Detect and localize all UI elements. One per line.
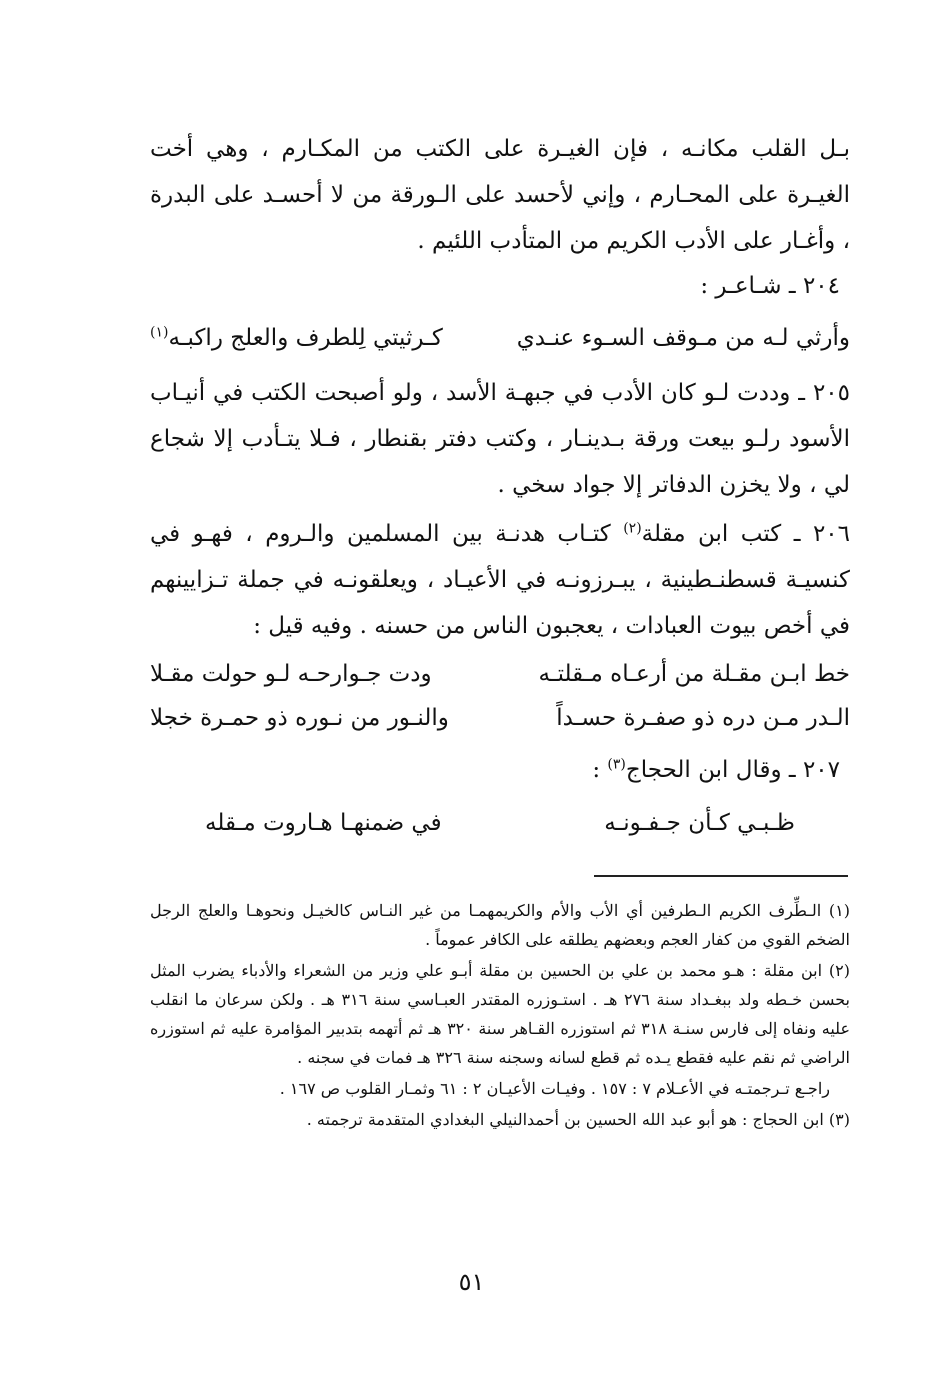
footnote-marker-2[interactable]: (٢) <box>623 520 642 537</box>
entry-207-heading <box>150 750 840 790</box>
entry-207-heading-text: ٢٠٧ ـ وقال ابن الحجاج <box>625 757 840 783</box>
entry-206-opening: ٢٠٦ ـ كتب ابن مقلة <box>641 521 850 547</box>
verse-204-first-half: وأرثي لـه من مـوقف السـوء عنـدي <box>516 325 850 351</box>
verse-204 <box>150 318 850 358</box>
paragraph-continuation: بـل القلب مكانـه ، فإن الغيـرة على الكتب من المكـارم ، وهي أخت الغيـرة على المحـارم ، وإني لأحسد على الـورقة من لا أحسـد على البدرة ، وأغـار على الأدب الكريم من المتأدب اللئيم . <box>150 136 850 254</box>
footnote-2-reference: راجـع تـرجمتـه في الأعـلام ٧ : ١٥٧ . وفيـات الأعيـان ٢ : ٦١ وثمـار القلوب ص ١٦٧ . <box>279 1079 830 1098</box>
verse-204-second-half: كـرثيتي لِلطرف والعلج راكبـه <box>168 325 443 351</box>
footnote-divider <box>594 875 848 877</box>
footnote-marker-3[interactable]: (٣) <box>607 756 626 773</box>
verse-206-line-2 <box>150 698 850 738</box>
verse-206-line-1 <box>150 654 850 694</box>
verse-207 <box>205 803 795 843</box>
entry-206-body: كتـاب هدنـة بين المسلمين والـروم ، فهـو في كنسيـة قسطنـطينية ، يبـرزونـه في الأعيـاد ، ويعلقونـه في جملة تـزايينهم في أخص بيوت العبادات ، يعجبون الناس من حسنه . وفيه قيل : <box>150 521 850 639</box>
page-number: ٥١ <box>458 1268 485 1296</box>
verse-206-line-1-first-half: خط ابـن مقـلة من أرعـاه مـقلتـه <box>538 661 850 687</box>
verse-206-line-1-second-half: ودت جـوارحـه لـو حولت مقـلا <box>150 661 432 687</box>
verse-206-line-2-second-half: والنـور من نـوره ذو حمـرة خجلا <box>150 705 449 731</box>
entry-204-heading: ٢٠٤ ـ شـاعـر : <box>700 273 840 299</box>
entry-207-heading-colon: : <box>592 757 608 783</box>
footnote-marker-1[interactable]: (١) <box>150 324 169 341</box>
footnote-2: (٢) ابن مقلة : هـو محمد بن علي بن الحسين بن مقلة أبـو علي وزير من الشعراء والأدباء يضرب المثل بحسن خـطه ولد ببغـداد سنة ٢٧٦ هـ . استـوزره المقتدر العبـاسي سنة ٣١٦ هـ . ولكن سرعان ما انقلب عليه ونفاه إلى فارس سنـة ٣١٨ ثم استوزره القـاهر سنة ٣٢٠ هـ ثم أتهمه بتدبير المؤامرة عليه ثم استوزره الراضي ثم نقم عليه فقطع يـده ثم قطع لسانه وسجنه سنة ٣٢٦ هـ فمات في سجنه . <box>150 961 851 1067</box>
footnotes-section <box>150 896 850 1136</box>
verse-206-line-2-first-half: الـدر مـن دره ذو صفـرة حسـداً <box>556 705 850 731</box>
verse-204-second-half-wrap <box>150 318 443 358</box>
entry-206-paragraph <box>150 511 850 649</box>
footnote-3: (٣) ابن الحجاج : هو أبو عبد الله الحسين بن أحمدالنيلي البغدادي المتقدمة ترجمته . <box>306 1110 850 1129</box>
verse-207-first-half: ظـبـي كـأن جـفـونـه <box>604 810 795 836</box>
verse-207-second-half: في ضمنهـا هـاروت مـقله <box>205 810 442 836</box>
footnote-1: (١) الـطِّرف الكريم الـطرفين أي الأب والأم والكريمهمـا من غير النـاس كالخيـل ونحوهـا والعلج الرجل الضخم القوي من كفار العجم وبعضهم يطلقه على الكافر عموماً . <box>150 901 850 949</box>
entry-205-paragraph: ٢٠٥ ـ وددت لـو كان الأدب في جبهـة الأسد ، ولو أصبحت الكتب في أنيـاب الأسود رلـو بيعت ورقة بـدينـار ، وكتب دفتر بقنطار ، فـلا يتـأدب إلا شجاع لي ، ولا يخزن الدفاتر إلا جواد سخي . <box>150 380 850 498</box>
